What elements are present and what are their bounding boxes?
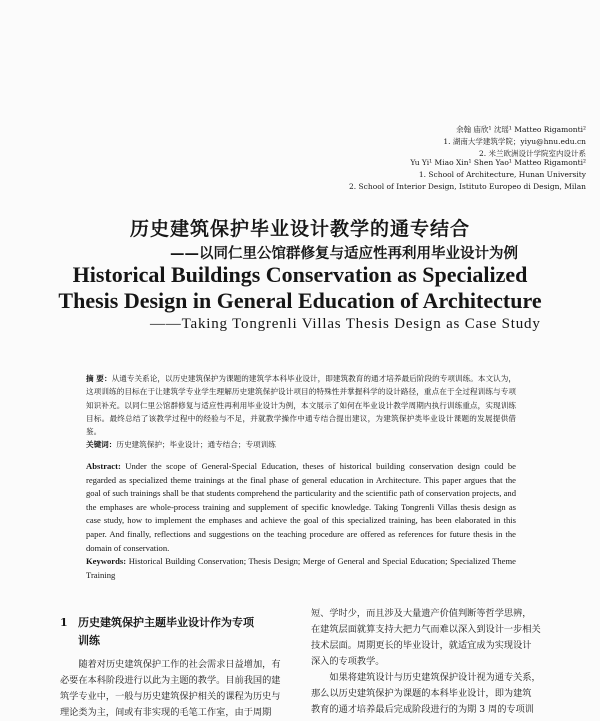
- affiliations-zh: [443, 124, 586, 160]
- section-1-para-line: 必要在本科阶段进行以此为主题的教学。目前我国的建: [60, 675, 281, 686]
- abstract-en: [86, 460, 516, 582]
- section-1-title: [60, 614, 292, 632]
- affiliations-en: [349, 157, 586, 193]
- affiliation-zh-1: 1. 湖南大学建筑学院；yiyu@hnu.edu.cn: [443, 137, 586, 146]
- section-1: [60, 614, 292, 721]
- body-line: 在建筑层面就算支持大把力气而难以深入到设计一步相关: [311, 624, 541, 635]
- affiliation-en-2: 2. School of Interior Design, Istituto Europeo di Design, Milan: [349, 182, 586, 191]
- keywords-en-label: Keywords:: [86, 556, 127, 567]
- body-line: 技术层面。周期更长的毕业设计，就适宜成为实现设计: [311, 640, 532, 651]
- right-column: [311, 606, 547, 718]
- abstract-zh-label: 摘 要：: [86, 374, 112, 383]
- authors-zh: 余翰 庙欣¹ 沈瑶¹ Matteo Rigamonti²: [456, 125, 586, 134]
- section-1-title-line1: 历史建筑保护主题毕业设计作为专项: [78, 616, 254, 629]
- section-1-para-line: 筑学专业中，一般与历史建筑保护相关的课程为历史与: [60, 691, 281, 702]
- subtitle-zh: ——以同仁里公馆群修复与适应性再利用毕业设计为例: [170, 245, 518, 262]
- body-line: 短、学时少，而且涉及大量遗产价值判断等哲学思辨，: [311, 608, 532, 619]
- abstract-en-text: Under the scope of General-Special Education, theses of historical building conservation design could be regarded as specialized theme trainings at the final phase of general education in Architecture. This paper argues that the goal of such trainings shall be that students comprehend the particularity and the scientific path of conservation projects, and the emphases are whole-process training and supplement of specific knowledge. Taking Tongrenli Villas thesis design as case study, how to implement the emphases and achieve the goal of this specialized training, has been elaborated in this paper. And finally, reflections and suggestions on the teaching procedure are offered as references for future thesis in the domain of conservation.: [86, 461, 516, 553]
- section-1-number: 1: [60, 616, 68, 629]
- section-1-title-line2: 训练: [78, 634, 100, 647]
- subtitle-en: ——Taking Tongrenli Villas Thesis Design as Case Study: [150, 316, 541, 332]
- section-1-para-line: 随着对历史建筑保护工作的社会需求日益增加，有: [78, 659, 281, 670]
- affiliation-zh-2: 2. 米兰欧洲设计学院室内设计系: [478, 149, 586, 158]
- affiliation-en-1: 1. School of Architecture, Hunan University: [418, 170, 586, 179]
- keywords-zh-label: 关键词：: [86, 440, 117, 450]
- abstract-zh-text: 从通专关系论，以历史建筑保护为课题的建筑学本科毕业设计，即建筑教育的通才培养最后阶段的专项训练。本文认为，这项训练的目标在于让建筑学专业学生理解历史建筑保护设计项目的特殊性并掌握科学的设计路径，重点在于全过程训练与专项知识补充。以同仁里公馆群修复与适应性再利用毕业设计为例，本文展示了如何在毕业设计教学周期内执行训练重点，实现训练目标。最终总结了该教学过程中的经验与不足，并就教学操作中通专结合提出建议，为建筑保护类毕业设计课题的发展提供借鉴。: [86, 374, 516, 437]
- abstract-en-label: Abstract:: [86, 461, 121, 471]
- authors-en: Yu Yi¹ Miao Xin¹ Shen Yao¹ Matteo Rigamonti²: [410, 158, 586, 167]
- keywords-en: Historical Building Conservation; Thesis Design; Merge of General and Special Education; Specialized Theme Training: [86, 556, 516, 580]
- title-zh: 历史建筑保护毕业设计教学的通专结合: [129, 218, 470, 240]
- title-en-line1: Historical Buildings Conservation as Specialized: [72, 262, 528, 287]
- abstract-zh: [86, 372, 516, 452]
- body-line: 深入的专项教学。: [311, 656, 385, 667]
- body-line: 教育的通才培养最后完成阶段进行的为期 3 周的专项训: [311, 704, 534, 715]
- keywords-zh: 历史建筑保护；毕业设计；通专结合；专项训练: [116, 440, 276, 450]
- title-en-line2: Thesis Design in General Education of Architecture: [58, 288, 542, 313]
- body-line: 如果将建筑设计与历史建筑保护设计视为通专关系，: [329, 672, 541, 683]
- section-1-para-line: 理论类为主，间或有非实现的毛笔工作室，由于周期: [60, 707, 272, 718]
- body-line: 那么以历史建筑保护为课题的本科毕业设计，即为建筑: [311, 688, 532, 699]
